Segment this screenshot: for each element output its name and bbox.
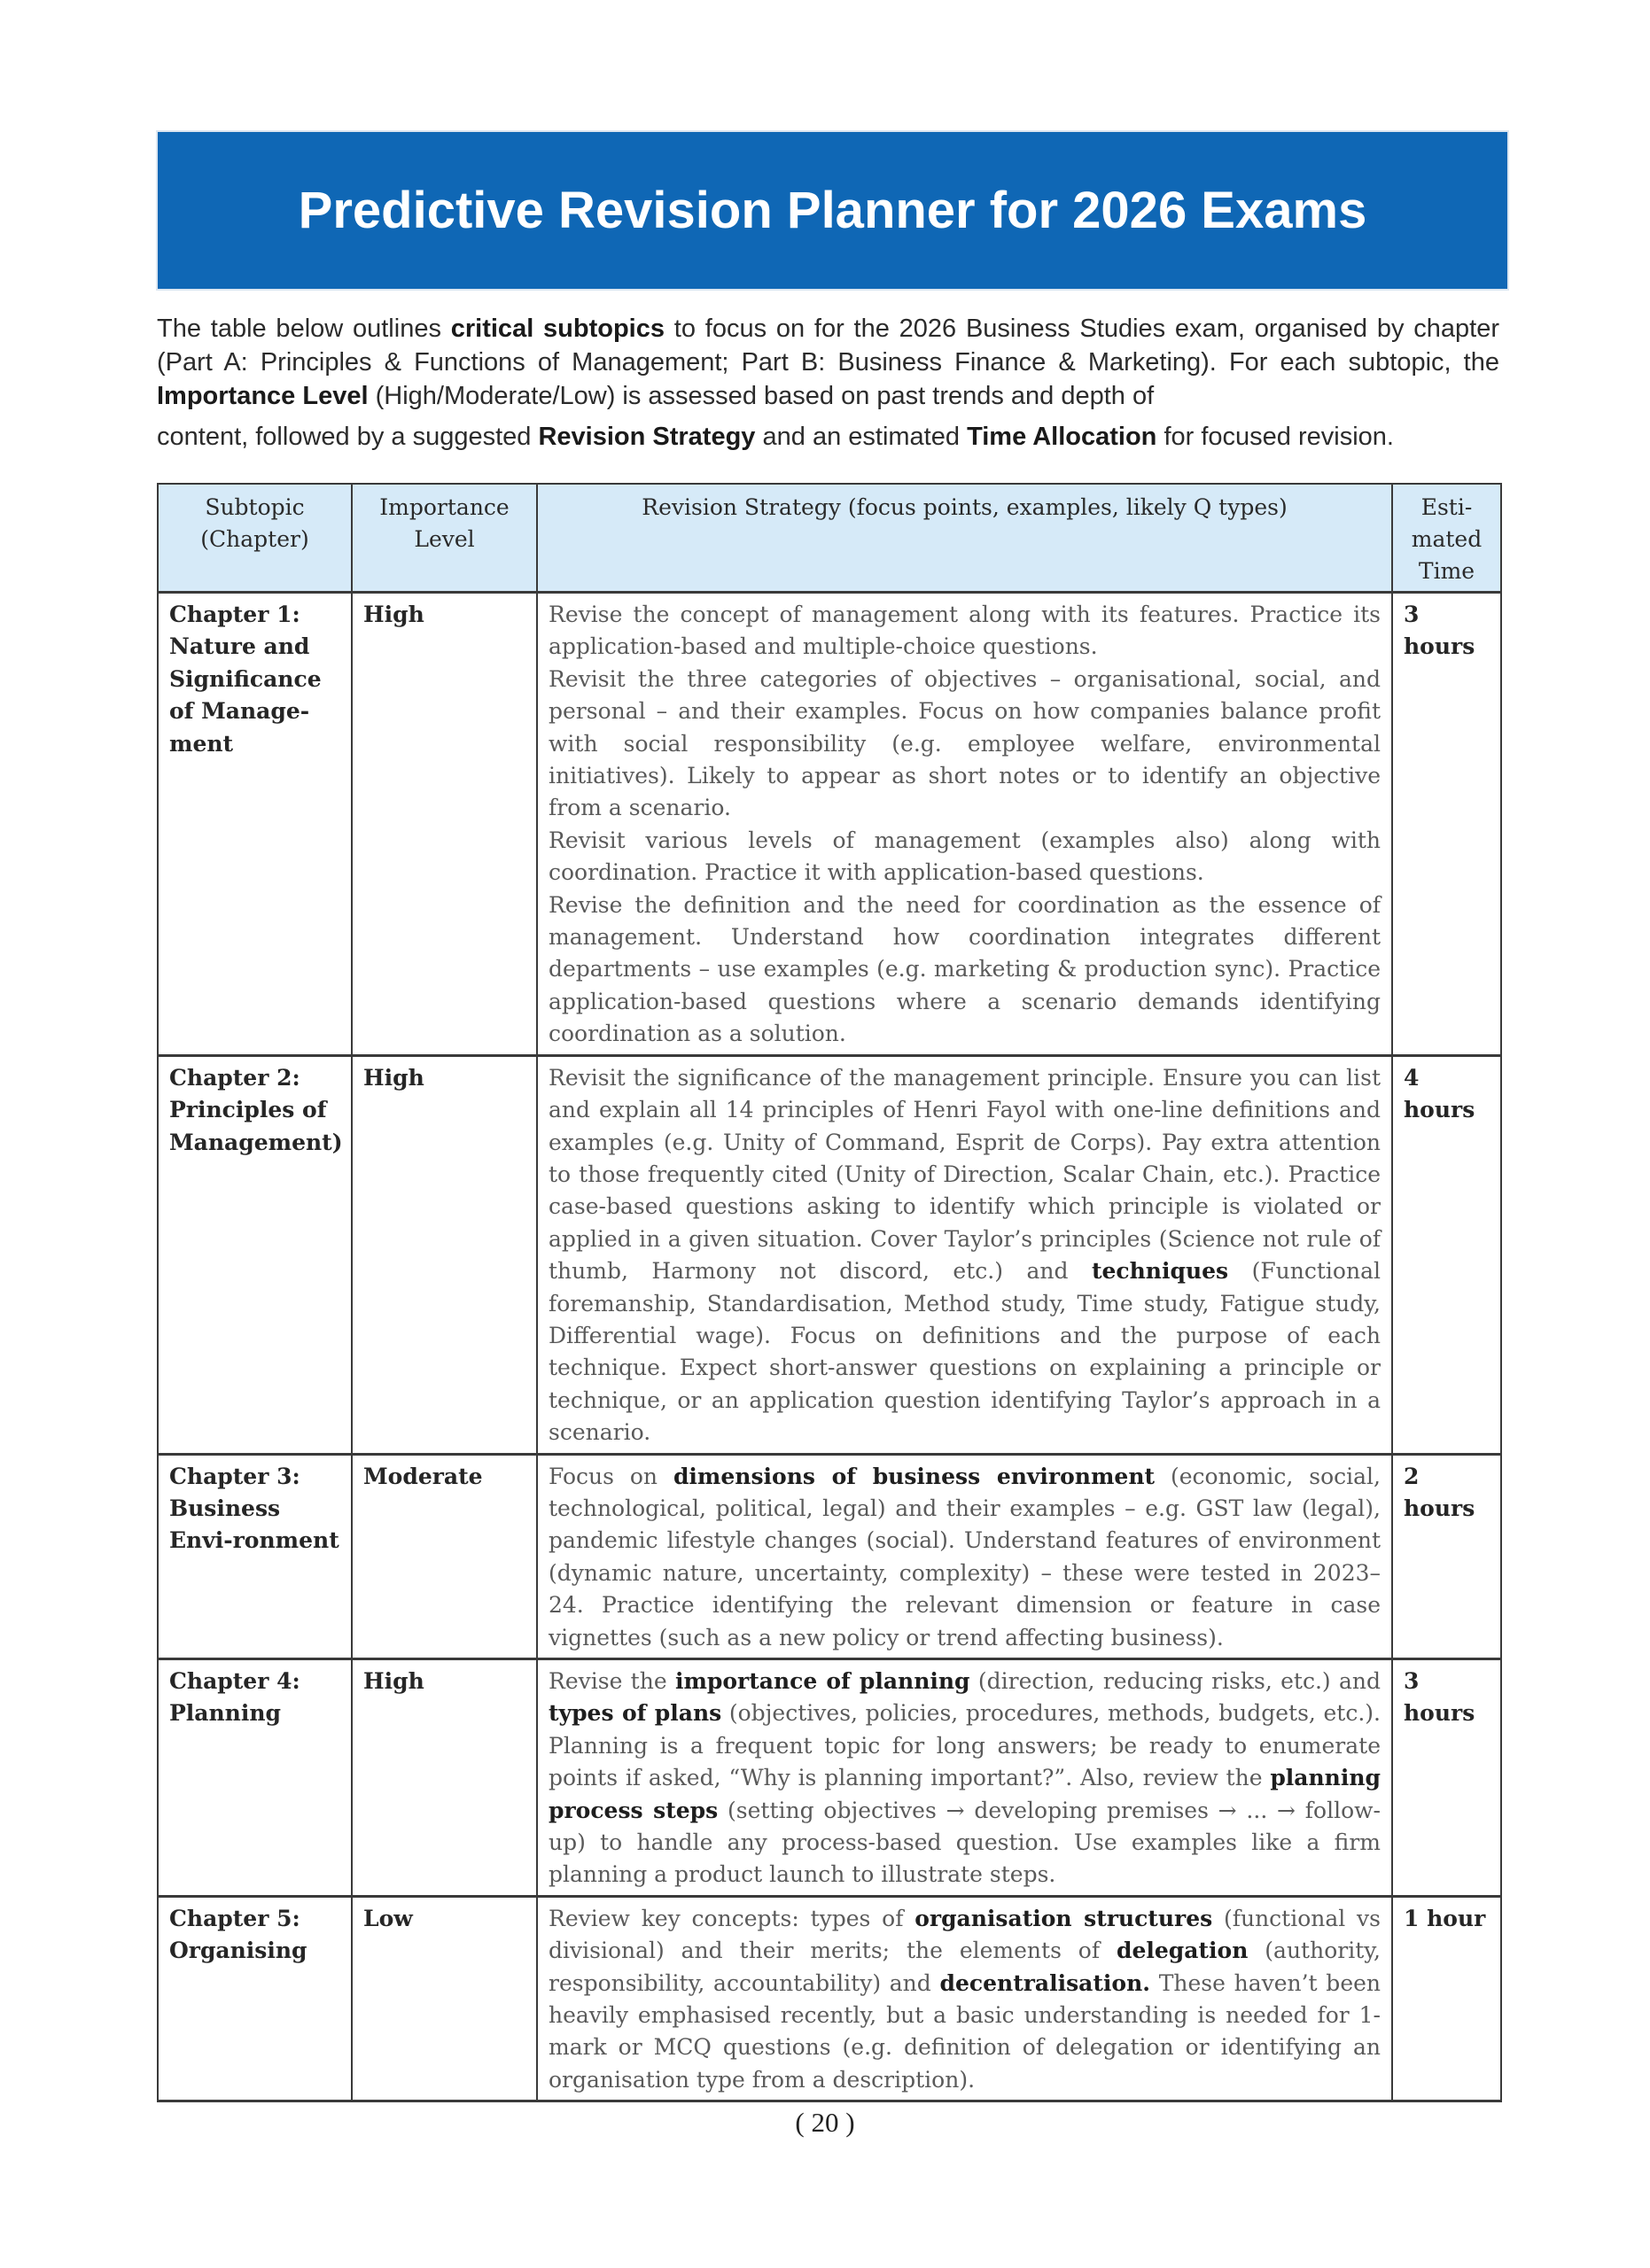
intro-emphasis-revision-strategy: Revision Strategy: [538, 423, 756, 451]
strategy-cell: Revise the concept of management along with its features. Practice its application-based and multiple-choice questions. Revisit the three categories of objectives – organisational, social, and personal – and their examples. Focus on how companies balance profit with social responsibility (e.g. employee welfare, environmental initiatives). Likely to appear as short notes or to identify an objective from a scenario. Revisit various levels of management (examples also) along with coordination. Practice it with application-based questions. Revise the definition and the need for coordination as the essence of management. Understand how coordination integrates different departments – use examples (e.g. marketing & production sync). Practice application-based questions where a scenario demands identifying coordination as a solution.: [537, 593, 1392, 1056]
importance-cell: Moderate: [352, 1454, 537, 1658]
header-time: Esti- mated Time: [1392, 484, 1501, 593]
importance-cell: High: [352, 1055, 537, 1454]
subtopic-cell: Chapter 4: Planning: [158, 1659, 352, 1897]
header-strategy: Revision Strategy (focus points, examples, likely Q types): [537, 484, 1392, 593]
importance-cell: Low: [352, 1896, 537, 2101]
table-header-row: [158, 484, 1501, 593]
table-row: [158, 1896, 1501, 2101]
strategy-cell: Focus on dimensions of business environment (economic, social, technological, political, legal) and their examples – e.g. GST law (legal), pandemic lifestyle changes (social). Understand features of environment (dynamic nature, uncertainty, complexity) – these were tested in 2023–24. Practice identifying the relevant dimension or feature in case vignettes (such as a new policy or trend affecting business).: [537, 1454, 1392, 1658]
strategy-cell: Review key concepts: types of organisation structures (functional vs divisional) and their merits; the elements of delegation (authority, responsibility, accountability) and decentralisation. These haven’t been heavily emphasised recently, but a basic understanding is needed for 1-mark or MCQ questions (e.g. definition of delegation or identifying an organisation type from a description).: [537, 1896, 1392, 2101]
subtopic-cell: Chapter 1: Nature and Significance of Manage-ment: [158, 593, 352, 1056]
page-title: Predictive Revision Planner for 2026 Exams: [298, 182, 1367, 239]
revision-planner-table: [157, 483, 1502, 2102]
strategy-cell: Revisit the significance of the management principle. Ensure you can list and explain all 14 principles of Henri Fayol with one-line definitions and examples (e.g. Unity of Command, Esprit de Corps). Pay extra attention to those frequently cited (Unity of Direction, Scalar Chain, etc.). Practice case-based questions asking to identify which principle is violated or applied in a given situation. Cover Taylor’s principles (Science not rule of thumb, Harmony not discord, etc.) and techniques (Functional foremanship, Standardisation, Method study, Time study, Fatigue study, Differential wage). Focus on definitions and the purpose of each technique. Expect short-answer questions on explaining a principle or technique, or an application question identifying Taylor’s approach in a scenario.: [537, 1055, 1392, 1454]
intro-emphasis-time-allocation: Time Allocation: [967, 423, 1157, 451]
time-cell: 4 hours: [1392, 1055, 1501, 1454]
table-row: [158, 593, 1501, 1056]
subtopic-cell: Chapter 2: Principles of Management): [158, 1055, 352, 1454]
intro-emphasis-critical-subtopics: critical subtopics: [450, 315, 665, 343]
table-row: [158, 1055, 1501, 1454]
header-subtopic: Subtopic (Chapter): [158, 484, 352, 593]
table-row: [158, 1659, 1501, 1897]
title-banner: [156, 130, 1509, 291]
time-cell: 3 hours: [1392, 1659, 1501, 1897]
header-importance: Importance Level: [352, 484, 537, 593]
strategy-cell: Revise the importance of planning (direction, reducing risks, etc.) and types of plans (objectives, policies, procedures, methods, budgets, etc.). Planning is a frequent topic for long answers; be ready to enumerate points if asked, “Why is planning important?”. Also, review the planning process steps (setting objectives → developing premises → ... → follow-up) to handle any process-based question. Use examples like a firm planning a product launch to illustrate steps.: [537, 1659, 1392, 1897]
intro-paragraph: The table below outlines critical subtopics to focus on for the 2026 Business Studies exam, organised by chapter (Part A: Principles & Functions of Management; Part B: Business Finance & Marketing). For each subtopic, the Importance Level (High/Moderate/Low) is assessed based on past trends and depth of content, followed by a suggested Revision Strategy and an estimated Time Allocation for focused revision.: [157, 315, 1499, 451]
time-cell: 3 hours: [1392, 593, 1501, 1056]
page-number: ( 20 ): [795, 2107, 855, 2138]
importance-cell: High: [352, 1659, 537, 1897]
time-cell: 1 hour: [1392, 1896, 1501, 2101]
table-row: [158, 1454, 1501, 1658]
time-cell: 2 hours: [1392, 1454, 1501, 1658]
subtopic-cell: Chapter 5: Organising: [158, 1896, 352, 2101]
subtopic-cell: Chapter 3: Business Envi-ronment: [158, 1454, 352, 1658]
importance-cell: High: [352, 593, 537, 1056]
intro-emphasis-importance-level: Importance Level: [157, 382, 369, 410]
